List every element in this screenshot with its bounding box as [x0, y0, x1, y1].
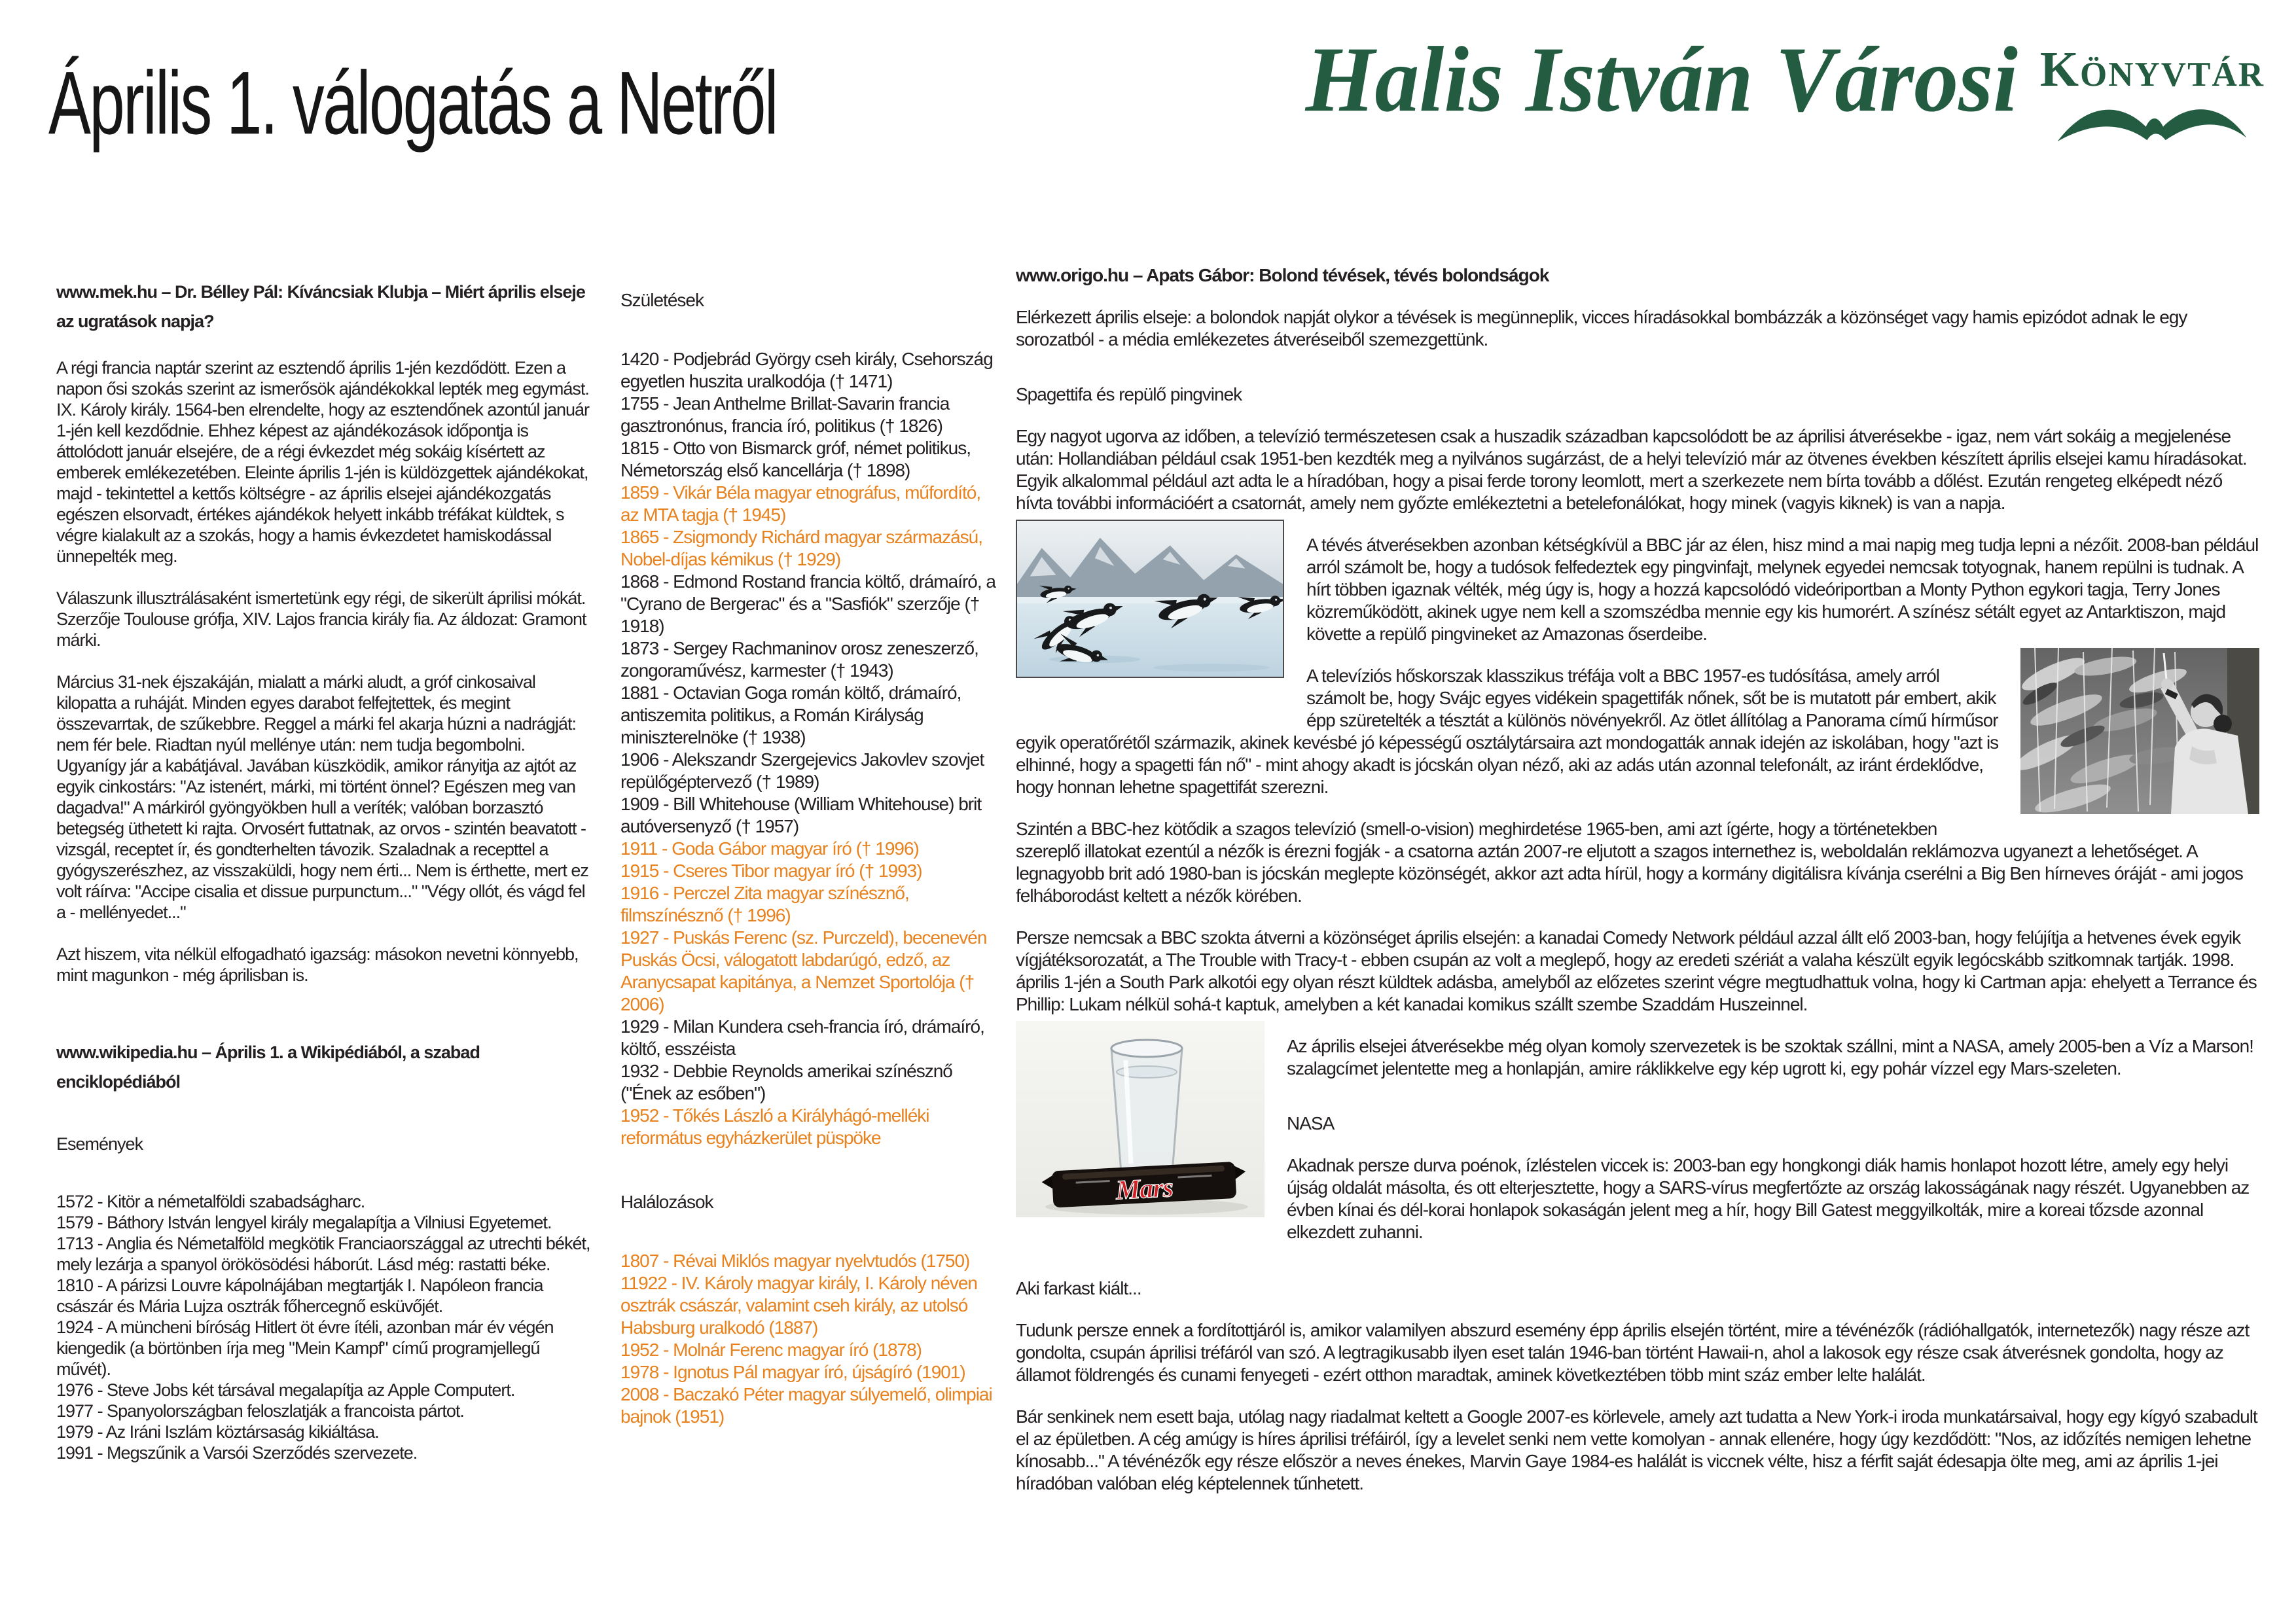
origo-paragraph-sars: Akadnak persze durva poénok, ízléstelen viccek is: 2003-ban egy hongkongi diák hamis honlapot hozott létre, amely egy helyi újság oldalát másolta, és ott elterjesztette, hogy a SARS-vírus megfertőzte az ország lakosságának nagy részét. Ugyanebben az évben kínai és dél-korai honlapok sokaságán jelent meg a hír, hogy Bill Gatest meggyilkolták, mire a koreai tőzsde azonnal elkezdett zuhanni.: [1287, 1155, 2250, 1242]
mek-paragraph: Válaszunk illusztrálásaként ismertetünk egy régi, de sikerült áprilisi mókát. Szerzője Toulouse grófja, XIV. Lajos francia király fia. Az áldozat: Gramont márki.: [56, 588, 586, 650]
event-item: 1976 - Steve Jobs két társával megalapítja az Apple Computert.: [56, 1380, 515, 1400]
mars-bar-glass-photo: [1016, 1021, 1265, 1217]
births-subhead: Születések: [620, 290, 704, 310]
wikipedia-article-header: www.wikipedia.hu – Április 1. a Wikipédiából, a szabad enciklopédiából: [56, 1043, 480, 1092]
origo-article-header: www.origo.hu – Apats Gábor: Bolond tévések, tévés bolondságok: [1016, 265, 1549, 285]
spaghetti-harvest-photo: [2020, 648, 2259, 814]
event-item: 1991 - Megszűnik a Varsói Szerződés szervezete.: [56, 1443, 418, 1463]
origo-paragraph-smellovision: Szintén a BBC-hez kötődik a szagos televízió (smell-o-vision) meghirdetése 1965-ben, ami azt ígérte, hogy a történetekben szereplő illatokat ezentúl a nézők is érezni fogják - a csatorna aztán 2007-re eljutott a szagos internethez is, weboldalán reklámozva ugyanezt a lehetőséget. A legnagyobb brit adó 1980-ban is jócskán meglepte közönségét, akkor azt adta hírül, hogy a kormány digitálisra kívánja cserélni a Big Ben hírneves óráját - ami jogos felháborodást keltett a nézők körében.: [1016, 819, 2243, 906]
mek-paragraph: Azt hiszem, vita nélkül elfogadható igazság: másokon nevetni könnyebb, mint magunkon - még áprilisban is.: [56, 944, 579, 985]
birth-item: 1929 - Milan Kundera cseh-francia író, drámaíró, költő, esszéista: [620, 1016, 984, 1059]
birth-item: 1815 - Otto von Bismarck gróf, német politikus, Németország első kancellárja († 1898): [620, 438, 971, 480]
event-item: 1979 - Az Iráni Iszlám köztársaság kikiáltása.: [56, 1422, 379, 1442]
origo-paragraph-spaghetti: A televíziós hőskorszak klasszikus tréfája volt a BBC 1957-es tudósítása, amely arról számolt be, hogy Svájc egyes vidékein spagettifák nőnek, sőt be is mutatott pár embert, akik épp szüretelték a tésztát a különös növényekről. Az ötlet állítólag a Panorama című hírműsor egyik operatőrétől származik, akinek kevésbé jó képességű osztálytársaira azt mondogatták annak idején az iskolában, hogy "azt is elhinné, hogy a spagetti fán nő" - mint ahogy akadt is jócskán olyan néző, aki az adás után azonnal telefonált, az iránt érdeklődve, hogy honnan lehetne spagettifát szerezni.: [1016, 666, 1999, 797]
birth-item: 1916 - Perczel Zita magyar színésznő, filmszínésznő († 1996): [620, 883, 909, 925]
library-logo-wordmark: [2040, 26, 2265, 149]
death-item: 1978 - Ignotus Pál magyar író, újságíró (1901): [620, 1362, 965, 1382]
birth-item: 1915 - Cseres Tibor magyar író († 1993): [620, 861, 922, 881]
mek-article-header: www.mek.hu – Dr. Bélley Pál: Kíváncsiak Klubja – Miért április elseje az ugratások napja?: [56, 282, 585, 331]
deaths-subhead: Halálozások: [620, 1192, 713, 1212]
origo-paragraph-penguin: A tévés átverésekben azonban kétségkívül a BBC jár az élen, hisz mind a mai napig meg tudja lepni a nézőit. 2008-ban például arról számolt be, hogy a tudósok felfedeztek egy pingvinfajt, melynek egyedei nemcsak totyognak, hanem repülni is tudnak. A hírt többen igaznak vélték, még úgy is, hogy a hozzá kapcsolódó videóriportban a Monty Python egykori tagja, Terry Jones közreműködött, akinek ugye nem kell a szomszédba mennie egy kis humorért. A színész sétált egyet az Antarktiszon, majd követte a repülő pingvineket az Amazonas őserdeibe.: [1306, 535, 2259, 644]
origo-intro: Elérkezett április elseje: a bolondok napját olykor a tévések is megünneplik, vicces híradásokkal bombázzák a közönséget vagy hamis epizódot adnak le egy sorozatból - a média emlékezetes átveréseiből szemezgettünk.: [1016, 307, 2187, 349]
birth-item: 1868 - Edmond Rostand francia költő, drámaíró, a "Cyrano de Bergerac" és a "Sasfiók" szerzője († 1918): [620, 571, 996, 636]
events-subhead: Események: [56, 1134, 143, 1154]
birth-item: 1952 - Tőkés László a Királyhágó-melléki református egyházkerület püspöke: [620, 1105, 929, 1148]
nasa-subhead: NASA: [1287, 1113, 1335, 1133]
column-births-deaths: [620, 289, 1000, 1428]
origo-paragraph-pisa: Egy nagyot ugorva az időben, a televízió természetesen csak a huszadik században kapcsolódott be az áprilisi átverésekbe - igaz, nem várt sokáig a megjelenése után: Hollandiában például csak 1951-ben kezdték meg a nyilvános sugárzást, de a helyi televízió már az ötvenes években készített április elsejei kamu híradásokat. Egyik alkalommal például azt adta le a híradóban, hogy a pisai ferde torony leomlott, mert a szerkezete nem bírta tovább a dőlést. Ezután rengeteg elképedt néző hívta további információért a csatornát, amely nem győzte emlékeztetni a betelefonálókat, hogy minek (vagyis kiknek) is van a napja.: [1016, 426, 2247, 513]
death-item: 11922 - IV. Károly magyar király, I. Károly néven osztrák császár, valamint cseh király, az utolsó Habsburg uralkodó (1887): [620, 1273, 977, 1338]
birth-item: 1873 - Sergey Rachmaninov orosz zeneszerző, zongoraművész, karmester († 1943): [620, 638, 978, 681]
library-logo: [1306, 26, 2265, 149]
deaths-list: [620, 1250, 1000, 1428]
event-item: 1579 - Báthory István lengyel király megalapítja a Vilniusi Egyetemet.: [56, 1213, 552, 1232]
library-logo-konyvtar: Könyvtár: [2039, 42, 2265, 97]
page-title: Április 1. válogatás a Netről: [48, 52, 777, 153]
birth-item: 1881 - Octavian Goga román költő, drámaíró, antiszemita politikus, a Román Királyság miniszterelnöke († 1938): [620, 683, 961, 747]
origo-paragraph-comedy: Persze nemcsak a BBC szokta átverni a közönséget április elsején: a kanadai Comedy Network például azzal állt elő 2003-ban, hogy felújítja a hetvenes évek egyik vígjátéksorozatát, a The Trouble with Tracy-t - ebben csupán az volt a meglepő, hogy az eredeti szériát a valaha készült egyik legócskább szitkomnak tartják. 1998. április 1-jén a South Park alkotói egy olyan részt küldtek adásba, amelyből az előzetes szerint végre megtudhattuk volna, hogy ki Cartman apja: ehelyett a Terrance és Phillip: Lukam nélkül sohá-t kaptuk, amelyben a két kanadai komikus szállt szembe Szaddám Huszeinnel.: [1016, 927, 2257, 1014]
event-item: 1572 - Kitör a németalföldi szabadságharc.: [56, 1192, 365, 1211]
column-origo: [1016, 264, 2259, 1495]
birth-item: 1859 - Vikár Béla magyar etnográfus, műfordító, az MTA tagja († 1945): [620, 482, 981, 525]
events-list: [56, 1191, 593, 1463]
birth-item: 1755 - Jean Anthelme Brillat-Savarin francia gasztronónus, francia író, politikus († 1826): [620, 393, 950, 436]
origo-paragraph-google: Bár senkinek nem esett baja, utólag nagy riadalmat keltett a Google 2007-es körlevele, amely azt tudatta a New York-i iroda munkatársaival, hogy egy kígyó szabadult el az épületben. A cég amúgy is híres áprilisi tréfáiról, így a levelet senki nem vette komolyan - annak ellenére, hogy úgy kezdődött: "Nos, az időzítés nemigen lehetne kínosabb..." A tévénézők egy része először a neves énekes, Marvin Gaye 1984-es halálát is viccnek vélte, hisz a férfit saját édesapja ölte meg, ami az április 1-jei híradóban valóban elég képtelennek tűnhetett.: [1016, 1406, 2257, 1493]
library-logo-name: Halis István Városi: [1305, 28, 2018, 132]
flying-penguins-photo: [1016, 520, 1284, 678]
birth-item: 1932 - Debbie Reynolds amerikai színésznő ("Ének az esőben"): [620, 1061, 952, 1103]
mek-paragraph: Március 31-nek éjszakáján, mialatt a márki aludt, a gróf cinkosaival kilopatta a ruháját. Minden egyes darabot felfejtettek, és megint összevarrtak, de szűkebbre. Reggel a márki fel akarja húzni a nadrágját: nem fér bele. Riadtan nyúl mellénye után: nem tudja begombolni. Ugyanígy jár a kabátjával. Javában küszködik, amikor rányitja az ajtót az egyik cinkostárs: "Az istenért, márki, mi történt önnel? Egészen meg van dagadva!" A márkiról gyöngyökben hull a veríték; valóban borzasztó betegség üthetett ki rajta. Orvosért futtatnak, az orvos - szintén beavatott - vizsgál, receptet ír, és gondterhelten távozik. Szaladnak a recepttel a gyógyszerészhez, az visszaküldi, hogy nem érti... Nem is érthette, mert ez volt ráírva: "Accipe cisalia et dissue purpunctum..." "Végy ollót, és vágd fel a - mellényedet...": [56, 672, 588, 922]
birth-item: 1911 - Goda Gábor magyar író († 1996): [620, 838, 919, 859]
mars-brand-text: Mars: [1115, 1172, 1174, 1206]
wolf-subhead: Aki farkast kiált...: [1016, 1278, 1141, 1298]
birth-item: 1906 - Alekszandr Szergejevics Jakovlev szovjet repülőgéptervező († 1989): [620, 749, 984, 792]
death-item: 2008 - Baczakó Péter magyar súlyemelő, olimpiai bajnok (1951): [620, 1384, 992, 1427]
birth-item: 1909 - Bill Whitehouse (William Whitehouse) brit autóversenyző († 1957): [620, 794, 982, 836]
spaghetti-subhead: Spagettifa és repülő pingvinek: [1016, 384, 1242, 404]
birth-item: 1420 - Podjebrád György cseh király, Csehország egyetlen huszita uralkodója († 1471): [620, 349, 993, 391]
origo-paragraph-nasa: Az április elsejei átverésekbe még olyan komoly szervezetek is be szoktak szállni, mint a NASA, amely 2005-ben a Víz a Marson! szalagcímet jelentette meg a honlapján, amire ráklikkelve egy kép ugrott ki, egy pohár vízzel egy Mars-szeleten.: [1287, 1036, 2253, 1079]
death-item: 1807 - Révai Miklós magyar nyelvtudós (1750): [620, 1251, 970, 1271]
column-mek-wikipedia: [56, 277, 593, 1463]
origo-paragraph-hawaii: Tudunk persze ennek a fordítottjáról is, amikor valamilyen abszurd esemény épp április elsején történt, mire a tévénézők (rádióhallgatók, internetezők) nagy része azt gondolta, csupán áprilisi tréfáról van szó. A legtragikusabb ilyen eset talán 1946-ban történt Hawaii-n, ahol a lakosok egy része csak átverésnek gondolta, hogy az államot földrengés és cunami fenyegeti - ezért otthon maradtak, aminek következtében több mint száz ember lelte halálát.: [1016, 1320, 2250, 1385]
birth-item: 1927 - Puskás Ferenc (sz. Purczeld), becenevén Puskás Öcsi, válogatott labdarúgó, edző, az Aranycsapat kapitánya, a Nemzet Sportolója († 2006): [620, 927, 987, 1014]
event-item: 1713 - Anglia és Németalföld megkötik Franciaországgal az utrechti békét, mely lezárja a spanyol örökösödési háborút. Lásd még: rastatti béke.: [56, 1234, 590, 1274]
births-list: [620, 348, 1000, 1149]
death-item: 1952 - Molnár Ferenc magyar író (1878): [620, 1340, 922, 1360]
birth-item: 1865 - Zsigmondy Richárd magyar származású, Nobel-díjas kémikus († 1929): [620, 527, 983, 569]
event-item: 1810 - A párizsi Louvre kápolnájában megtartják I. Napóleon francia császár és Mária Lujza osztrák főhercegnő esküvőjét.: [56, 1275, 543, 1316]
event-item: 1924 - A müncheni bíróság Hitlert öt évre ítéli, azonban már év végén kiengedik (a börtönben írja meg "Mein Kampf" című programjellegű művét).: [56, 1317, 554, 1379]
open-book-icon: [2054, 97, 2250, 149]
event-item: 1977 - Spanyolországban feloszlatják a francoista pártot.: [56, 1401, 464, 1421]
mek-paragraph: A régi francia naptár szerint az esztendő április 1-jén kezdődött. Ezen a napon ősi szokás szerint az ismerősök ajándékokkal lepték meg egymást. IX. Károly király. 1564-ben elrendelte, hogy az esztendőnek azontúl január 1-jén kell kezdődnie. Ehhez képest az ajándékozások időpontja is áttolódott január elsejére, de a régi évkezdet még sokáig kísértett az emberek emlékezetében. Eleinte április 1-jén is küldözgettek ajándékokat, majd - tekintettel a kettős költségre - az április elsejei ajándékozgatás egészen elsorvadt, értékes ajándékok helyett inkább tréfákat küldtek, s végre kialakult az a szokás, hogy a hamis évkezdetet hamiskodással ünnepelték meg.: [56, 358, 590, 566]
